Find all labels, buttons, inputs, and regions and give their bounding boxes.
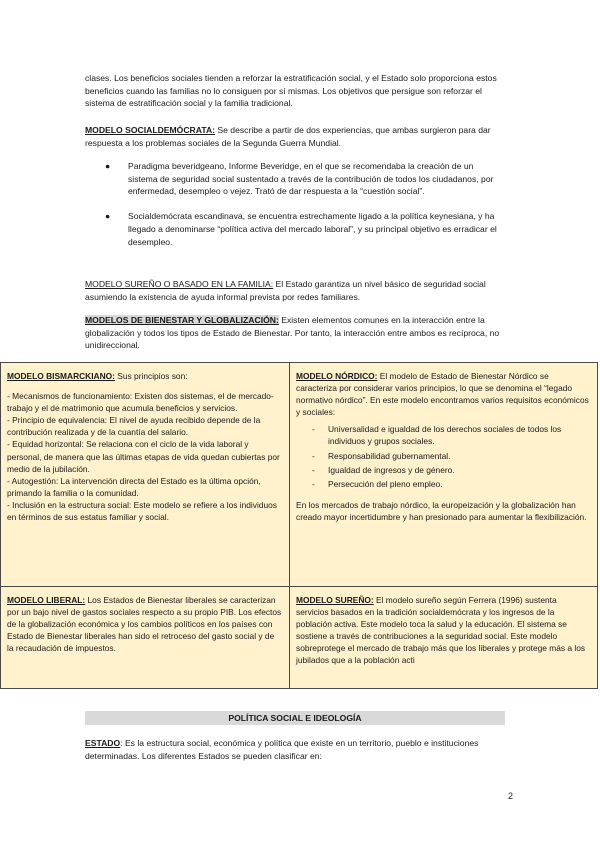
nordico-text: El modelo de Estado de Bienestar Nórdico se caracteriza por considerar varios principios, lo que se denomina el “legado normativo nórdico”. En este modelo encontramos varios requisitos económicos y sociales: [296, 371, 589, 418]
socialdem-bullet-1 [105, 160, 505, 198]
intro-paragraph [85, 72, 505, 110]
socialdem-bullet-2 [105, 210, 505, 248]
liberal-cell [1, 587, 290, 689]
intro-text: clases. Los beneficios sociales tienden a reforzar la estratificación social, y el Estado solo proporciona estos beneficios cuando las familias no lo consiguen por sí mismas. Los objetivos que persigue son reforzar el sistema de estratificación social y la familia tradicional. [85, 73, 497, 109]
nordico-item-2 [296, 450, 591, 462]
dash-icon: - [312, 450, 315, 461]
familia-paragraph [85, 278, 505, 303]
bismarck-intro: Sus principios son: [114, 371, 188, 381]
sureno-paragraph [296, 594, 591, 667]
bullet-dot-icon: ● [105, 211, 111, 222]
globalizacion-text: Existen elementos comunes en la interacción entre la globalización y todos los tipos de Estado de Bienestar. Por tanto, la interacción entre ambos es recíproca, no unidireccional. [85, 315, 500, 351]
familia-heading: MODELO SUREÑO O BASADO EN LA FAMILIA: [85, 279, 274, 289]
nordico-item-1-text: Universalidad e igualdad de los derechos sociales de todos los individuos y grupos sociales. [328, 424, 562, 447]
nordico-item-3 [296, 464, 591, 476]
socialdem-heading: MODELO SOCIALDEMÓCRATA: [85, 125, 216, 135]
estado-paragraph [85, 737, 505, 762]
nordico-paragraph [296, 370, 591, 418]
nordico-item-3-text: Igualdad de ingresos y de género. [328, 464, 455, 475]
welfare-models-table [0, 362, 598, 689]
dash-icon: - [312, 424, 315, 435]
nordico-item-4-text: Persecución del pleno empleo. [328, 478, 443, 489]
section-title: POLÍTICA SOCIAL E IDEOLOGÍA [85, 711, 505, 725]
sureno-text: El modelo sureño según Ferrera (1996) sustenta servicios basados en la tradición socialdemócrata y los ingresos de la población activa. Este modelo toca la salud y la educación. El sistema se sostiene a través de contribuciones a la seguridad social. Este modelo sobreprotege el mercado de trabajo más que los liberales y protege más a los jubilados que a la población acti [296, 595, 586, 666]
nordico-item-1 [296, 423, 591, 447]
socialdem-bullet-2-text: Socialdemócrata escandinava, se encuentra estrechamente ligado a la política keynesiana, y ha llegado a denominarse “política activa del mercado laboral”, y su principal objetivo es erradicar el desempleo. [128, 211, 497, 247]
bismarck-line-4: - Autogestión: La intervención directa del Estado es la última opción, primando la familia o la comunidad. [7, 475, 261, 498]
liberal-text: Los Estados de Bienestar liberales se caracterizan por un bajo nivel de gastos sociales respecto a su propio PIB. Los efectos de la globalización económica y los cambios políticos en los países con Estado de Bienestar liberales han sido el retroceso del gasto social y de la recaudación de impuestos. [7, 595, 282, 654]
nordico-list [296, 423, 591, 489]
liberal-paragraph [7, 594, 283, 654]
socialdem-bullets [105, 160, 505, 248]
socialdem-paragraph [85, 124, 505, 149]
liberal-heading: MODELO LIBERAL: [7, 595, 86, 605]
socialdem-bullet-1-text: Paradigma beveridgeano, Informe Beveridge, en el que se recomendaba la creación de un sistema de seguridad social sustentado a través de la contribución de todos los ciudadanos, por enfermedad, desempleo o vejez. Trató de dar respuesta a la “cuestión social”. [128, 161, 494, 197]
dash-icon: - [312, 464, 315, 475]
nordico-item-2-text: Responsabilidad gubernamental. [328, 450, 451, 461]
nordico-cell [290, 363, 598, 587]
table-row [1, 363, 598, 587]
nordico-item-4 [296, 478, 591, 490]
dash-icon: - [312, 478, 315, 489]
bismarck-line-3: - Equidad horizontal: Se relaciona con el ciclo de la vida laboral y personal, de manera que las últimas etapas de vida quedan cubiertas por medio de la jubilación. [7, 439, 280, 474]
nordico-heading: MODELO NÓRDICO: [296, 371, 378, 381]
socialdem-text: Se describe a partir de dos experiencias, que ambas surgieron para dar respuesta a los problemas sociales de la Segunda Guerra Mundial. [85, 125, 491, 148]
bismarck-title-line [7, 370, 283, 382]
nordico-closing: En los mercados de trabajo nórdico, la europeización y la globalización han creado mayor incertidumbre y han presionado para aumentar la flexibilización. [296, 499, 587, 522]
table-row [1, 587, 598, 689]
bismarck-line-1: - Mecanismos de funcionamiento: Existen dos sistemas, el de mercado-trabajo y el de matrimonio que acumula beneficios y servicios. [7, 391, 274, 414]
globalizacion-paragraph [85, 314, 505, 352]
bismarck-line-5: - Inclusión en la estructura social: Este modelo se refiere a los individuos en términos de sus estatus familiar y social. [7, 499, 277, 523]
globalizacion-heading: MODELOS DE BIENESTAR Y GLOBALIZACIÓN: [85, 315, 279, 325]
page-number: 2 [508, 791, 514, 801]
estado-heading: ESTADO [85, 738, 121, 748]
sureno-heading: MODELO SUREÑO: [296, 595, 374, 605]
familia-text: El Estado garantiza un nivel básico de seguridad social asumiendo la existencia de ayuda informal prevista por redes familiares. [85, 279, 486, 302]
bullet-dot-icon: ● [105, 161, 111, 171]
sureno-cell [290, 587, 598, 689]
bismarck-line-2: - Principio de equivalencia: El nivel de ayuda recibido depende de la contribución realizada y de la cuantía del salario. [7, 415, 261, 438]
bismarck-cell [1, 363, 290, 587]
estado-text: : Es la estructura social, económica y política que existe en un territorio, pueblo e instituciones determinadas. Los diferentes Estados se pueden clasificar en: [85, 738, 479, 761]
bismarck-heading: MODELO BISMARCKIANO: [7, 371, 115, 381]
